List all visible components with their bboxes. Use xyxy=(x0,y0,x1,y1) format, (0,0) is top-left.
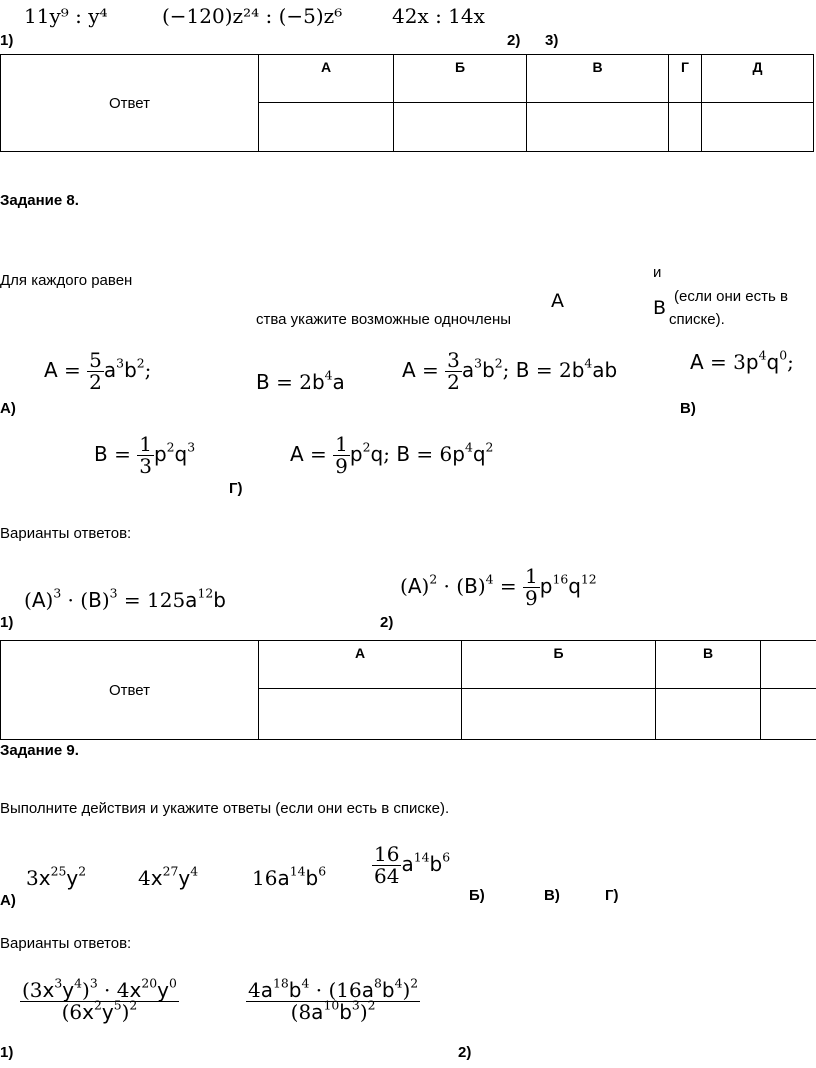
task8-equation-a-partial: A = $\frac{5}{2}$ $a^3b^2$; xyxy=(44,348,152,394)
task8-equation-d-partial: $A = 3p^4q^0$; xyxy=(690,347,794,374)
task8-item-label-v: В) xyxy=(680,400,696,417)
column-header-v: В xyxy=(527,55,669,103)
task9-item-label-g: Г) xyxy=(605,887,619,904)
task8-instruction-a: A xyxy=(551,290,564,312)
answer-cell-v[interactable] xyxy=(527,103,669,152)
task8-instruction-and: и xyxy=(653,264,662,281)
task8-instruction-b: B xyxy=(653,297,667,319)
task9-option-2: $\frac{4a^{18}b^4 \cdot (16a^8b^4)^2}{(8a^{10}b^3)^2}$ xyxy=(248,975,419,1024)
column-header-b: Б xyxy=(462,641,656,689)
task8-instruction-tail2: списке). xyxy=(669,311,725,328)
task9-heading: Задание 9. xyxy=(0,742,79,759)
task9-item-label-v: В) xyxy=(544,887,560,904)
column-header-d: Д xyxy=(702,55,814,103)
answer-cell-g[interactable] xyxy=(669,103,702,152)
answer-cell-extra[interactable] xyxy=(761,689,816,740)
column-header-extra xyxy=(761,641,816,689)
task9-item-label-a: А) xyxy=(0,892,16,909)
answer-cell-b[interactable] xyxy=(462,689,656,740)
task9-item-g: $\frac{16}{64}$ $a^{14}b^6$ xyxy=(374,842,451,888)
column-header-a: А xyxy=(259,55,394,103)
task9-variants-label: Варианты ответов: xyxy=(0,935,132,952)
task8-answer-table xyxy=(0,640,816,740)
task7-answer-table xyxy=(0,54,814,152)
task8-instruction-part2: ства укажите возможные одночлены xyxy=(256,311,512,328)
task8-equation-e: B = $\frac{1}{3}$ $p^2q^3$ xyxy=(94,432,196,478)
task8-item-label-a: А) xyxy=(0,400,16,417)
task9-option-1: $\frac{(3x^3y^4)^3 \cdot 4x^{20}y^0}{(6x^2y^5)^2}$ xyxy=(22,975,177,1024)
task8-variants-label: Варианты ответов: xyxy=(0,525,132,542)
task8-option-2: $(A)^2 \cdot (B)^4$ = $\frac{1}{9}$ $p^{16}q^{12}$ xyxy=(400,564,597,610)
task8-equation-f: A = $\frac{1}{9}$ $p^2q$; $B = 6p^4q^2$ xyxy=(290,432,494,478)
task7-label-2: 2) xyxy=(507,32,521,49)
task7-label-1: 1) xyxy=(0,32,14,49)
task9-item-v: $16a^{14}b^6$ xyxy=(252,863,327,890)
task8-item-label-g: Г) xyxy=(229,480,243,497)
task8-option-label-1: 1) xyxy=(0,614,14,631)
answer-cell-d[interactable] xyxy=(702,103,814,152)
answer-cell-v[interactable] xyxy=(656,689,761,740)
task9-item-label-b: Б) xyxy=(469,887,485,904)
task8-instruction-part1: Для каждого равен xyxy=(0,272,133,289)
task8-option-label-2: 2) xyxy=(380,614,394,631)
task7-label-3: 3) xyxy=(545,32,559,49)
task7-expression-2: (−120)z²⁴ : (−5)z⁶ xyxy=(162,4,343,28)
task7-expression-1: 11y⁹ : y⁴ xyxy=(24,4,108,28)
task7-expression-3: 42x : 14x xyxy=(392,4,485,28)
task8-heading: Задание 8. xyxy=(0,192,79,209)
task8-instruction-tail1: (если они есть в xyxy=(674,288,788,305)
answer-cell-a[interactable] xyxy=(259,689,462,740)
column-header-a: А xyxy=(259,641,462,689)
task9-option-label-2: 2) xyxy=(458,1044,472,1061)
answer-cell-b[interactable] xyxy=(394,103,527,152)
task8-equation-c: A = $\frac{3}{2}$ $a^3b^2$; $B = 2b^4ab$ xyxy=(402,348,618,394)
task9-option-label-1: 1) xyxy=(0,1044,14,1061)
answer-cell-a[interactable] xyxy=(259,103,394,152)
task9-instruction: Выполните действия и укажите ответы (если они есть в списке). xyxy=(0,800,450,817)
column-header-g: Г xyxy=(669,55,702,103)
task8-option-1: $(A)^3 \cdot (B)^3 = 125a^{12}b$ xyxy=(24,585,226,612)
task9-item-a: $3x^{25}y^2$ xyxy=(26,863,87,890)
answer-header: Ответ xyxy=(1,641,259,740)
column-header-v: В xyxy=(656,641,761,689)
task8-equation-b-partial: $B = 2b^4a$ xyxy=(256,367,345,394)
task9-item-b: $4x^{27}y^4$ xyxy=(138,863,199,890)
column-header-b: Б xyxy=(394,55,527,103)
answer-header: Ответ xyxy=(1,55,259,152)
